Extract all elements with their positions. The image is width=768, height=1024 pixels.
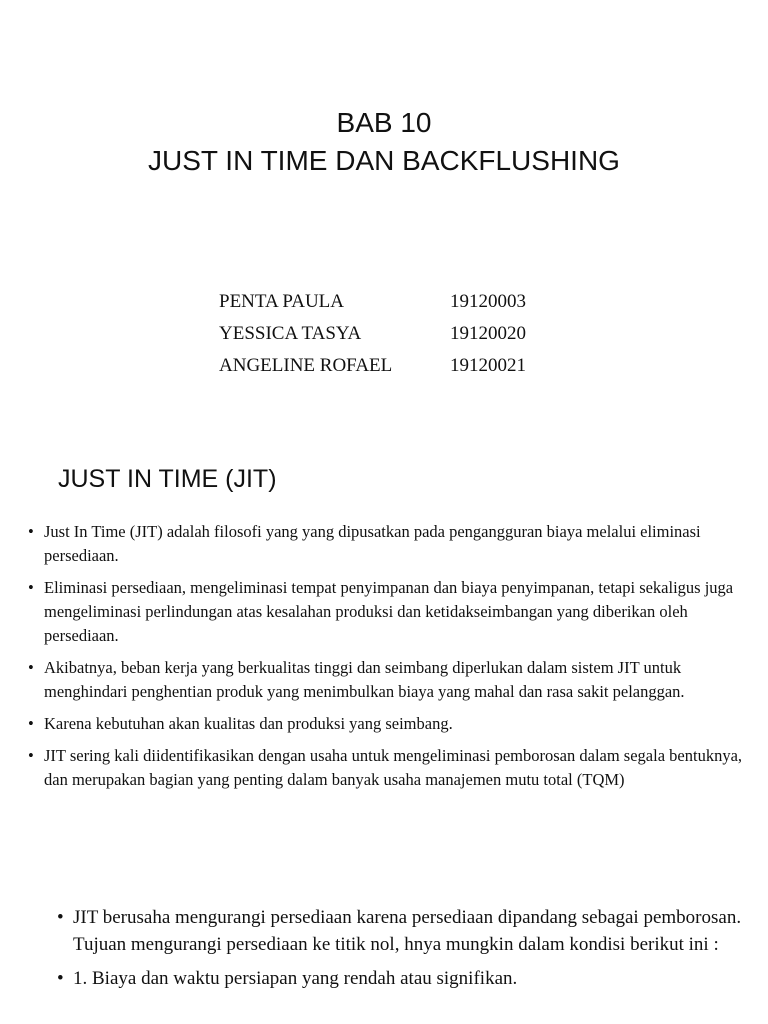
- bullet-list: [28, 520, 753, 800]
- slide-title: [0, 104, 768, 180]
- bullet-icon: •: [57, 907, 64, 928]
- bullet-text: 1. Biaya dan waktu persiapan yang rendah atau signifikan.: [73, 968, 518, 989]
- bullet-icon: •: [28, 658, 34, 677]
- member-id: 19120003: [450, 291, 526, 312]
- bullet-icon: •: [28, 714, 34, 733]
- jit-slide: [0, 432, 768, 864]
- bullet-item: [28, 744, 753, 792]
- member-name: YESSICA TASYA: [219, 323, 362, 344]
- member-name: ANGELINE ROFAEL: [219, 355, 393, 376]
- member-list: [219, 286, 526, 382]
- bullet-text: Karena kebutuhan akan kualitas dan produksi yang seimbang.: [44, 714, 453, 733]
- bullet-text: Just In Time (JIT) adalah filosofi yang yang dipusatkan pada pengangguran biaya melalui eliminasi persediaan.: [44, 522, 701, 565]
- member-row: [219, 350, 526, 382]
- bullet-item: [28, 712, 753, 736]
- title-slide: [0, 0, 768, 432]
- member-row: [219, 286, 526, 318]
- member-id: 19120021: [450, 355, 526, 376]
- bullet-text: Eliminasi persediaan, mengeliminasi tempat penyimpanan dan biaya penyimpanan, tetapi sekaligus juga mengeliminasi perlindungan atas kesalahan produksi dan ketidakseimbangan yang diberikan oleh persediaan.: [44, 578, 734, 645]
- conditions-slide: [0, 864, 768, 1024]
- bullet-item: [28, 576, 753, 648]
- member-row: [219, 318, 526, 350]
- bullet-icon: •: [28, 578, 34, 597]
- bullet-text: Akibatnya, beban kerja yang berkualitas tinggi dan seimbang diperlukan dalam sistem JIT untuk menghindari penghentian produk yang menimbulkan biaya yang mahal dan rasa sakit pelanggan.: [44, 658, 685, 701]
- chapter-title: JUST IN TIME DAN BACKFLUSHING: [148, 145, 620, 176]
- bullet-item: [28, 520, 753, 568]
- bullet-list: [57, 904, 747, 999]
- bullet-item: [28, 656, 753, 704]
- bullet-text: JIT sering kali diidentifikasikan dengan usaha untuk mengeliminasi pemborosan dalam segala bentuknya, dan merupakan bagian yang penting dalam banyak usaha manajemen mutu total (TQM): [44, 746, 743, 789]
- chapter-label: BAB 10: [336, 107, 432, 138]
- member-name: PENTA PAULA: [219, 291, 344, 312]
- bullet-icon: •: [28, 746, 34, 765]
- bullet-item: [57, 965, 747, 992]
- bullet-icon: •: [57, 968, 64, 989]
- bullet-item: [57, 904, 747, 958]
- member-id: 19120020: [450, 323, 526, 344]
- bullet-text: JIT berusaha mengurangi persediaan karena persediaan dipandang sebagai pemborosan. Tujuan mengurangi persediaan ke titik nol, hnya mungkin dalam kondisi berikut ini :: [73, 907, 742, 955]
- section-heading: JUST IN TIME (JIT): [58, 465, 277, 493]
- bullet-icon: •: [28, 522, 34, 541]
